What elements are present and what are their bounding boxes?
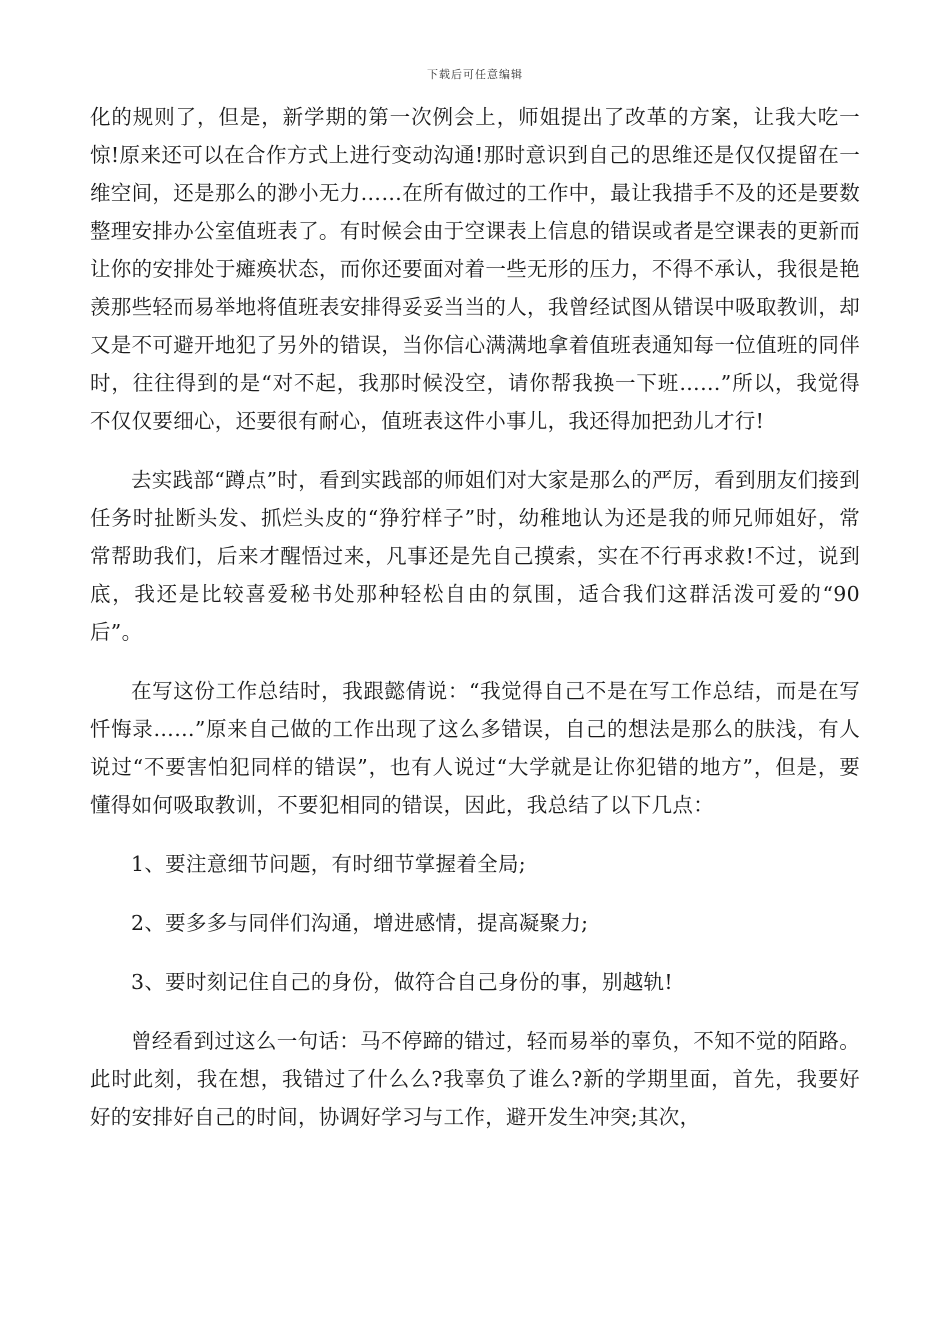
paragraph-gap [90, 440, 860, 461]
paragraph-continuation: 化的规则了，但是，新学期的第一次例会上，师姐提出了改革的方案，让我大吃一惊!原来还可以在合作方式上进行变动沟通!那时意识到自己的思维还是仅仅提留在一维空间，还是那么的渺小无力……在所有做过的工作中，最让我措手不及的还是要数整理安排办公室值班表了。有时候会由于空课表上信息的错误或者是空课表的更新而让你的安排处于瘫痪状态，而你还要面对着一些无形的压力，不得不承认，我很是艳羡那些轻而易举地将值班表安排得妥妥当当的人，我曾经试图从错误中吸取教训，却又是不可避开地犯了另外的错误，当你信心满满地拿着值班表通知每一位值班的同伴时，往往得到的是“对不起，我那时候没空，请你帮我换一下班……”所以，我觉得不仅仅要细心，还要很有耐心，值班表这件小事儿，我还得加把劲儿才行! [90, 105, 860, 433]
paragraph-gap [90, 1001, 860, 1022]
list-item-3: 3、要时刻记住自己的身份，做符合自己身份的事，别越轨! [131, 970, 673, 994]
page-header: 下载后可任意编辑 [427, 68, 523, 81]
list-item-2: 2、要多多与同伴们沟通，增进感情，提高凝聚力; [131, 911, 589, 935]
paragraph-gap [90, 883, 860, 904]
paragraph-gap [90, 942, 860, 963]
paragraph-practice-dept: 去实践部“蹲点”时，看到实践部的师姐们对大家是那么的严厉，看到朋友们接到任务时扯断头发、抓烂头皮的“狰狞样子”时，幼稚地认为还是我的师兄师姐好，常常帮助我们，后来才醒悟过来，凡事还是先自己摸索，实在不行再求救!不过，说到底，我还是比较喜爱秘书处那种轻松自由的氛围，适合我们这群活泼可爱的“90后”。 [90, 468, 860, 644]
paragraph-reflection: 曾经看到过这么一句话：马不停蹄的错过，轻而易举的辜负，不知不觉的陌路。此时此刻，我在想，我错过了什么么?我辜负了谁么?新的学期里面，首先，我要好好的安排好自己的时间，协调好学习与工作，避开发生冲突;其次， [90, 1029, 860, 1129]
paragraph-gap [90, 651, 860, 672]
document-body [90, 98, 860, 1136]
paragraph-summary-intro: 在写这份工作总结时，我跟懿倩说：“我觉得自己不是在写工作总结，而是在写忏悔录……”原来自己做的工作出现了这么多错误，自己的想法是那么的肤浅，有人说过“不要害怕犯同样的错误”，也有人说过“大学就是让你犯错的地方”，但是，要懂得如何吸取教训，不要犯相同的错误，因此，我总结了以下几点： [90, 679, 860, 817]
paragraph-gap [90, 824, 860, 845]
list-item-1: 1、要注意细节问题，有时细节掌握着全局; [131, 852, 526, 876]
